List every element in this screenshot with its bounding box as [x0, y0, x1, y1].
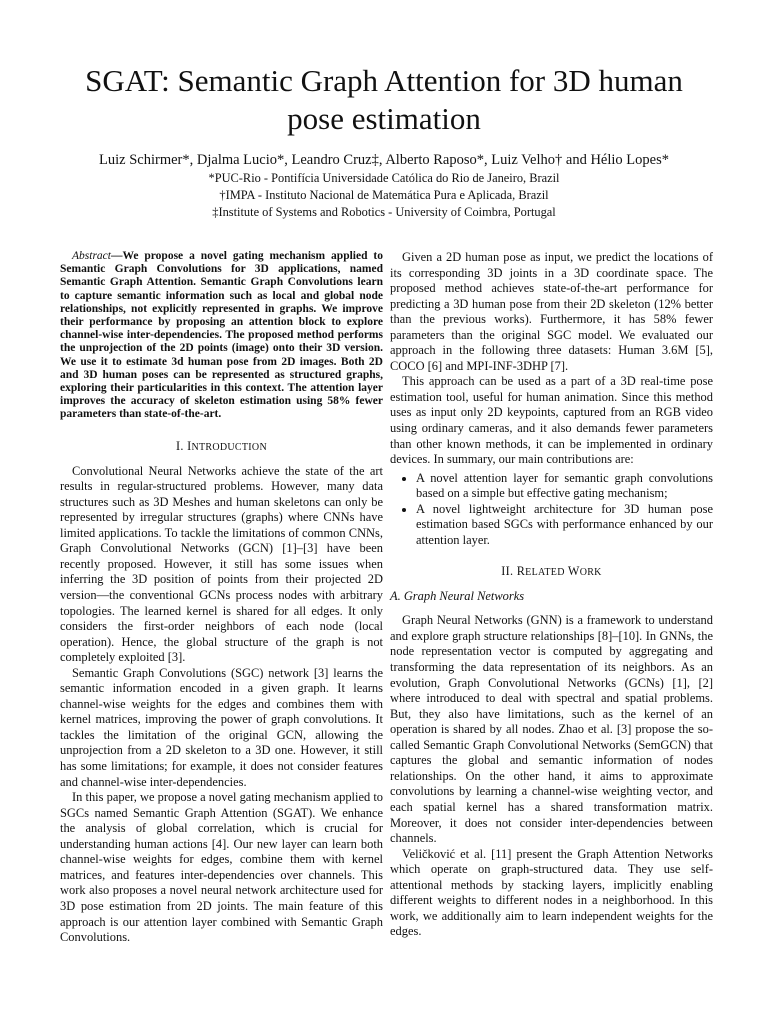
- section-number: I.: [176, 438, 184, 453]
- author-list: Luiz Schirmer*, Djalma Lucio*, Leandro Cruz‡, Alberto Raposo*, Luiz Velho† and Hélio Lopes*: [99, 152, 669, 168]
- section-title-initial: W: [567, 564, 580, 579]
- section-heading-related-work: [390, 564, 713, 580]
- abstract: [60, 250, 383, 422]
- section-title-rest: ORK: [579, 567, 602, 579]
- contributions-list: [390, 471, 713, 549]
- affiliation-puc: *PUC-Rio - Pontifícia Universidade Católica do Rio de Janeiro, Brazil: [208, 171, 560, 185]
- section-title-rest: ELATED: [525, 567, 565, 579]
- list-item: • A novel attention layer for semantic graph convolutions based on a simple but effective gating mechanism;: [416, 471, 713, 502]
- right-column: [390, 250, 713, 940]
- body-paragraph: This approach can be used as a part of a 3D real-time pose estimation tool, useful for human animation. Since this method uses as input only 2D keypoints, captured from an RGB video using ordinary cameras, and it also demands fewer parameters than other known methods, it can be implemented in ordinary devices. In summary, our main contributions are:: [390, 374, 713, 467]
- section-title-rest: NTRODUCTION: [191, 441, 267, 453]
- section-number: II.: [501, 564, 514, 579]
- section-title-initial: I: [187, 438, 192, 453]
- paper-title: SGAT: Semantic Graph Attention for 3D human pose estimation: [85, 63, 683, 136]
- intro-paragraph: In this paper, we propose a novel gating mechanism applied to SGCs named Semantic Graph Attention (SGAT). We enhance the analysis of global correlation, which is crucial for understanding human actions [4]. Our new layer can learn both channel-wise weights for edges, combine them with kernel matrices, and features inter-dependencies over channels. This work also proposes a novel neural network architecture used for 3D pose estimation from 2D joints. The main feature of this approach is our attention layer combined with Semantic Graph Convolutions.: [60, 790, 383, 945]
- abstract-label: Abstract: [72, 250, 111, 262]
- intro-paragraph: Semantic Graph Convolutions (SGC) network [3] learns the semantic information encoded in a given graph. It learns channel-wise weights for the edges and combines them with kernel matrices, improving the power of graph convolutions. It tackles the limitation of the original GCN, allowing the unprojection from a 2D skeleton to a 3D one. However, it still has some limitations; for example, it does not consider features and channel-wise inter-dependencies.: [60, 665, 383, 789]
- affiliation-impa: †IMPA - Instituto Nacional de Matemática Pura e Aplicada, Brazil: [219, 188, 549, 202]
- left-column: [60, 250, 383, 946]
- related-paragraph: Veličković et al. [11] present the Graph Attention Networks which operate on graph-structured data. They use self-attentional methods by stacking layers, implicitly enabling different weights to different nodes in a neighborhood. In this work, we additionally aim to learn independent weights for the edges.: [390, 846, 713, 939]
- intro-paragraph: Convolutional Neural Networks achieve the state of the art results in regular-structured problems. However, many data structures such as 3D Meshes and human skeletons can only be represented by irregular structures (graphs) where CNNs have limited applications. To tackle the limitations of common CNNs, Graph Convolutional Networks (GCN) [1]–[3] have been recently proposed. However, it still has some issues when inferring the 3D position of points from their projected 2D version—the conventional GCNs process nodes with arbitrary topologies. The learned kernel is shared for all edges. It only considers the first-order neighbors of each node (local operation). Hence, the global structure of the graph is not completely exploited [3].: [60, 463, 383, 665]
- affiliation-coimbra: ‡Institute of Systems and Robotics - University of Coimbra, Portugal: [212, 205, 556, 219]
- body-paragraph: Given a 2D human pose as input, we predict the locations of its corresponding 3D joints in a 3D coordinate space. The proposed method achieves state-of-the-art performance for predicting a 3D human pose from their 2D skeleton (12% better than the previous works). Furthermore, it has 58% fewer parameters than the original SGC model. We evaluated our approach in the following three datasets: Human 3.6M [5], COCO [6] and MPI-INF-3DHP [7].: [390, 250, 713, 373]
- list-item: • A novel lightweight architecture for 3D human pose estimation based SGCs with performance enhanced by our attention layer.: [416, 502, 713, 549]
- section-title-initial: R: [516, 564, 526, 579]
- section-heading-introduction: [60, 439, 383, 455]
- subsection-heading: A. Graph Neural Networks: [390, 589, 525, 604]
- related-paragraph: Graph Neural Networks (GNN) is a framework to understand and explore graph structure relationships [8]–[10]. In GNNs, the node representation vector is computed by aggregating and transforming the data representation of its neighbors. As an evolution, Graph Convolutional Networks (GCNs) [1], [2] where introduced to deal with spectral and spatial problems. But, they also have limitations, such as the kernel of an operation is shared by all nodes. Zhao et al. [3] propose the so-called Semantic Graph Convolutional Networks (SemGCN) that captures the global and semantic information of nodes relationships. On the other hand, it aims to approximate convolutions by learning a channel-wise weighting vector, and each spatial kernel has a shared transformation matrix. Moreover, it does not consider inter-dependencies between channels.: [390, 613, 713, 846]
- abstract-text: —We propose a novel gating mechanism applied to Semantic Graph Convolutions for 3D applications, named Semantic Graph Attention. Semantic Graph Convolutions learn to capture semantic information such as local and global node relationships, not explicitly represented in graphs. We improve their performance by proposing an attention block to explore channel-wise inter-dependencies. The proposed method performs the unprojection of the 2D points (image) onto their 3D version. We use it to estimate 3d human pose from 2D images. Both 2D and 3D human poses can be represented as structured graphs, exploring their particularities in this context. The attention layer improves the accuracy of skeleton estimation using 58% fewer parameters than state-of-the-art.: [60, 250, 383, 421]
